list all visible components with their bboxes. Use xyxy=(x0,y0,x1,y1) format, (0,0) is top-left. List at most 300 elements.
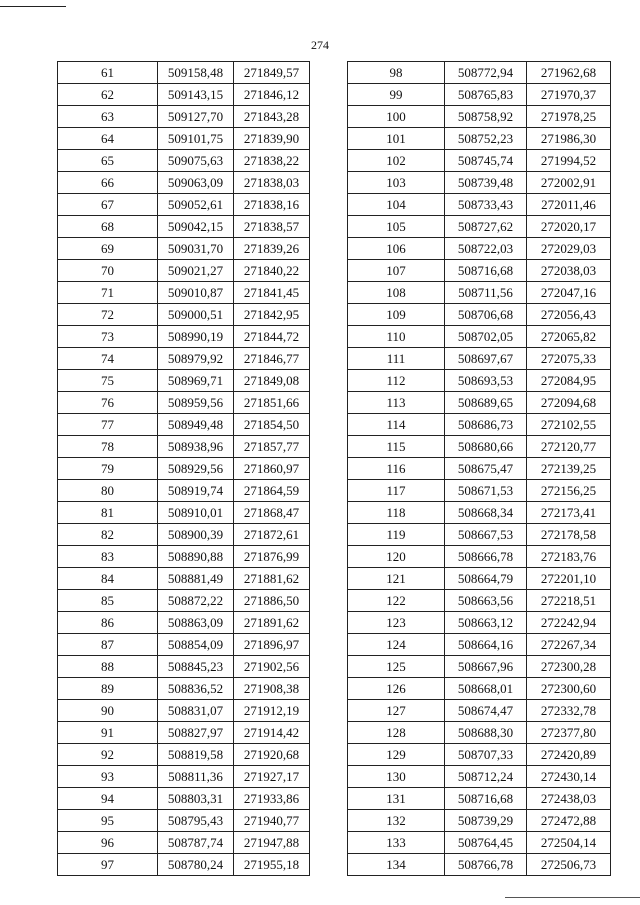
table-row xyxy=(58,590,310,612)
y-coordinate-cell: 272377,80 xyxy=(527,722,611,744)
table-row xyxy=(348,546,611,568)
table-row xyxy=(58,700,310,722)
x-coordinate-cell: 508667,96 xyxy=(445,656,527,678)
page-number: 274 xyxy=(311,38,329,52)
point-number-cell: 96 xyxy=(58,832,158,854)
x-coordinate-cell: 508979,92 xyxy=(158,348,234,370)
table-row xyxy=(348,260,611,282)
point-number-cell: 123 xyxy=(348,612,445,634)
x-coordinate-cell: 508680,66 xyxy=(445,436,527,458)
table-row xyxy=(348,282,611,304)
point-number-cell: 119 xyxy=(348,524,445,546)
table-row xyxy=(348,62,611,84)
x-coordinate-cell: 508990,19 xyxy=(158,326,234,348)
y-coordinate-cell: 271838,16 xyxy=(234,194,310,216)
point-number-cell: 110 xyxy=(348,326,445,348)
table-row xyxy=(348,370,611,392)
table-row xyxy=(348,480,611,502)
x-coordinate-cell: 508674,47 xyxy=(445,700,527,722)
x-coordinate-cell: 508872,22 xyxy=(158,590,234,612)
table-row xyxy=(348,766,611,788)
table-row xyxy=(348,810,611,832)
point-number-cell: 82 xyxy=(58,524,158,546)
y-coordinate-cell: 272075,33 xyxy=(527,348,611,370)
y-coordinate-cell: 271841,45 xyxy=(234,282,310,304)
y-coordinate-cell: 272504,14 xyxy=(527,832,611,854)
table-row xyxy=(58,238,310,260)
y-coordinate-cell: 271838,22 xyxy=(234,150,310,172)
point-number-cell: 86 xyxy=(58,612,158,634)
header-rule xyxy=(0,6,66,7)
y-coordinate-cell: 272300,60 xyxy=(527,678,611,700)
table-row xyxy=(348,216,611,238)
table-row xyxy=(348,238,611,260)
table-row xyxy=(58,832,310,854)
footer-rule xyxy=(505,897,640,898)
y-coordinate-cell: 271838,57 xyxy=(234,216,310,238)
x-coordinate-cell: 508900,39 xyxy=(158,524,234,546)
table-row xyxy=(348,84,611,106)
x-coordinate-cell: 508664,16 xyxy=(445,634,527,656)
table-row xyxy=(58,568,310,590)
y-coordinate-cell: 272267,34 xyxy=(527,634,611,656)
x-coordinate-cell: 508969,71 xyxy=(158,370,234,392)
y-coordinate-cell: 271886,50 xyxy=(234,590,310,612)
table-row xyxy=(58,502,310,524)
point-number-cell: 75 xyxy=(58,370,158,392)
y-coordinate-cell: 272011,46 xyxy=(527,194,611,216)
point-number-cell: 116 xyxy=(348,458,445,480)
x-coordinate-cell: 508666,78 xyxy=(445,546,527,568)
table-row xyxy=(58,150,310,172)
x-coordinate-cell: 509031,70 xyxy=(158,238,234,260)
table-row xyxy=(348,568,611,590)
y-coordinate-cell: 271920,68 xyxy=(234,744,310,766)
y-coordinate-cell: 271962,68 xyxy=(527,62,611,84)
x-coordinate-cell: 508733,43 xyxy=(445,194,527,216)
table-row xyxy=(348,414,611,436)
table-row xyxy=(58,744,310,766)
point-number-cell: 80 xyxy=(58,480,158,502)
y-coordinate-cell: 271857,77 xyxy=(234,436,310,458)
y-coordinate-cell: 271908,38 xyxy=(234,678,310,700)
y-coordinate-cell: 271876,99 xyxy=(234,546,310,568)
point-number-cell: 73 xyxy=(58,326,158,348)
table-row xyxy=(58,788,310,810)
y-coordinate-cell: 272472,88 xyxy=(527,810,611,832)
y-coordinate-cell: 272084,95 xyxy=(527,370,611,392)
x-coordinate-cell: 508739,48 xyxy=(445,172,527,194)
point-number-cell: 97 xyxy=(58,854,158,876)
point-number-cell: 81 xyxy=(58,502,158,524)
y-coordinate-cell: 271849,08 xyxy=(234,370,310,392)
point-number-cell: 104 xyxy=(348,194,445,216)
x-coordinate-cell: 509042,15 xyxy=(158,216,234,238)
point-number-cell: 84 xyxy=(58,568,158,590)
x-coordinate-cell: 509063,09 xyxy=(158,172,234,194)
x-coordinate-cell: 508795,43 xyxy=(158,810,234,832)
table-row xyxy=(58,282,310,304)
x-coordinate-cell: 508668,34 xyxy=(445,502,527,524)
point-number-cell: 105 xyxy=(348,216,445,238)
table-row xyxy=(58,414,310,436)
x-coordinate-cell: 508811,36 xyxy=(158,766,234,788)
y-coordinate-cell: 272332,78 xyxy=(527,700,611,722)
y-coordinate-cell: 272065,82 xyxy=(527,326,611,348)
x-coordinate-cell: 508689,65 xyxy=(445,392,527,414)
y-coordinate-cell: 271872,61 xyxy=(234,524,310,546)
x-coordinate-cell: 509021,27 xyxy=(158,260,234,282)
point-number-cell: 88 xyxy=(58,656,158,678)
point-number-cell: 126 xyxy=(348,678,445,700)
y-coordinate-cell: 271914,42 xyxy=(234,722,310,744)
point-number-cell: 132 xyxy=(348,810,445,832)
point-number-cell: 71 xyxy=(58,282,158,304)
x-coordinate-cell: 508663,12 xyxy=(445,612,527,634)
x-coordinate-cell: 508803,31 xyxy=(158,788,234,810)
point-number-cell: 87 xyxy=(58,634,158,656)
y-coordinate-cell: 271994,52 xyxy=(527,150,611,172)
table-row xyxy=(348,502,611,524)
table-row xyxy=(58,260,310,282)
point-number-cell: 67 xyxy=(58,194,158,216)
point-number-cell: 117 xyxy=(348,480,445,502)
y-coordinate-cell: 271849,57 xyxy=(234,62,310,84)
point-number-cell: 113 xyxy=(348,392,445,414)
table-row xyxy=(348,854,611,876)
y-coordinate-cell: 271839,26 xyxy=(234,238,310,260)
point-number-cell: 83 xyxy=(58,546,158,568)
point-number-cell: 92 xyxy=(58,744,158,766)
point-number-cell: 63 xyxy=(58,106,158,128)
table-row xyxy=(348,634,611,656)
x-coordinate-cell: 508929,56 xyxy=(158,458,234,480)
x-coordinate-cell: 509052,61 xyxy=(158,194,234,216)
table-row xyxy=(348,612,611,634)
table-row xyxy=(348,150,611,172)
x-coordinate-cell: 508772,94 xyxy=(445,62,527,84)
y-coordinate-cell: 272300,28 xyxy=(527,656,611,678)
x-coordinate-cell: 508780,24 xyxy=(158,854,234,876)
y-coordinate-cell: 272102,55 xyxy=(527,414,611,436)
x-coordinate-cell: 508949,48 xyxy=(158,414,234,436)
table-row xyxy=(58,304,310,326)
y-coordinate-cell: 272242,94 xyxy=(527,612,611,634)
x-coordinate-cell: 508764,45 xyxy=(445,832,527,854)
y-coordinate-cell: 271912,19 xyxy=(234,700,310,722)
point-number-cell: 127 xyxy=(348,700,445,722)
x-coordinate-cell: 509101,75 xyxy=(158,128,234,150)
x-coordinate-cell: 508671,53 xyxy=(445,480,527,502)
table-row xyxy=(348,128,611,150)
x-coordinate-cell: 508831,07 xyxy=(158,700,234,722)
point-number-cell: 85 xyxy=(58,590,158,612)
y-coordinate-cell: 272047,16 xyxy=(527,282,611,304)
y-coordinate-cell: 272183,76 xyxy=(527,546,611,568)
y-coordinate-cell: 271955,18 xyxy=(234,854,310,876)
point-number-cell: 134 xyxy=(348,854,445,876)
y-coordinate-cell: 271839,90 xyxy=(234,128,310,150)
x-coordinate-cell: 508819,58 xyxy=(158,744,234,766)
table-row xyxy=(58,634,310,656)
table-row xyxy=(348,788,611,810)
point-number-cell: 108 xyxy=(348,282,445,304)
point-number-cell: 125 xyxy=(348,656,445,678)
x-coordinate-cell: 508758,92 xyxy=(445,106,527,128)
point-number-cell: 89 xyxy=(58,678,158,700)
x-coordinate-cell: 508787,74 xyxy=(158,832,234,854)
y-coordinate-cell: 272094,68 xyxy=(527,392,611,414)
y-coordinate-cell: 271840,22 xyxy=(234,260,310,282)
y-coordinate-cell: 271940,77 xyxy=(234,810,310,832)
y-coordinate-cell: 272218,51 xyxy=(527,590,611,612)
table-row xyxy=(58,84,310,106)
coordinates-table-right xyxy=(347,61,611,876)
y-coordinate-cell: 272438,03 xyxy=(527,788,611,810)
y-coordinate-cell: 272430,14 xyxy=(527,766,611,788)
x-coordinate-cell: 508959,56 xyxy=(158,392,234,414)
point-number-cell: 72 xyxy=(58,304,158,326)
point-number-cell: 65 xyxy=(58,150,158,172)
table-row xyxy=(58,546,310,568)
table-row xyxy=(58,854,310,876)
x-coordinate-cell: 508664,79 xyxy=(445,568,527,590)
x-coordinate-cell: 508675,47 xyxy=(445,458,527,480)
point-number-cell: 115 xyxy=(348,436,445,458)
point-number-cell: 94 xyxy=(58,788,158,810)
point-number-cell: 121 xyxy=(348,568,445,590)
table-row xyxy=(58,722,310,744)
y-coordinate-cell: 272139,25 xyxy=(527,458,611,480)
point-number-cell: 69 xyxy=(58,238,158,260)
x-coordinate-cell: 508881,49 xyxy=(158,568,234,590)
point-number-cell: 91 xyxy=(58,722,158,744)
point-number-cell: 130 xyxy=(348,766,445,788)
y-coordinate-cell: 271838,03 xyxy=(234,172,310,194)
y-coordinate-cell: 271860,97 xyxy=(234,458,310,480)
y-coordinate-cell: 271854,50 xyxy=(234,414,310,436)
x-coordinate-cell: 508745,74 xyxy=(445,150,527,172)
point-number-cell: 107 xyxy=(348,260,445,282)
point-number-cell: 61 xyxy=(58,62,158,84)
table-row xyxy=(58,392,310,414)
x-coordinate-cell: 508707,33 xyxy=(445,744,527,766)
table-row xyxy=(348,172,611,194)
x-coordinate-cell: 508702,05 xyxy=(445,326,527,348)
point-number-cell: 66 xyxy=(58,172,158,194)
coordinates-table-left xyxy=(57,61,310,876)
y-coordinate-cell: 272029,03 xyxy=(527,238,611,260)
point-number-cell: 99 xyxy=(348,84,445,106)
x-coordinate-cell: 509000,51 xyxy=(158,304,234,326)
y-coordinate-cell: 271868,47 xyxy=(234,502,310,524)
y-coordinate-cell: 272038,03 xyxy=(527,260,611,282)
x-coordinate-cell: 508919,74 xyxy=(158,480,234,502)
x-coordinate-cell: 508706,68 xyxy=(445,304,527,326)
y-coordinate-cell: 271846,12 xyxy=(234,84,310,106)
point-number-cell: 109 xyxy=(348,304,445,326)
x-coordinate-cell: 509010,87 xyxy=(158,282,234,304)
y-coordinate-cell: 271891,62 xyxy=(234,612,310,634)
x-coordinate-cell: 508711,56 xyxy=(445,282,527,304)
table-row xyxy=(348,326,611,348)
x-coordinate-cell: 508854,09 xyxy=(158,634,234,656)
point-number-cell: 90 xyxy=(58,700,158,722)
table-row xyxy=(58,766,310,788)
table-row xyxy=(348,678,611,700)
table-row xyxy=(348,304,611,326)
point-number-cell: 76 xyxy=(58,392,158,414)
y-coordinate-cell: 271844,72 xyxy=(234,326,310,348)
x-coordinate-cell: 508688,30 xyxy=(445,722,527,744)
table-row xyxy=(348,458,611,480)
point-number-cell: 133 xyxy=(348,832,445,854)
y-coordinate-cell: 272173,41 xyxy=(527,502,611,524)
y-coordinate-cell: 272178,58 xyxy=(527,524,611,546)
point-number-cell: 98 xyxy=(348,62,445,84)
table-row xyxy=(58,656,310,678)
x-coordinate-cell: 508727,62 xyxy=(445,216,527,238)
y-coordinate-cell: 271933,86 xyxy=(234,788,310,810)
table-row xyxy=(348,348,611,370)
point-number-cell: 64 xyxy=(58,128,158,150)
table-row xyxy=(58,458,310,480)
point-number-cell: 74 xyxy=(58,348,158,370)
point-number-cell: 95 xyxy=(58,810,158,832)
table-row xyxy=(58,216,310,238)
table-row xyxy=(348,392,611,414)
point-number-cell: 118 xyxy=(348,502,445,524)
table-row xyxy=(58,106,310,128)
y-coordinate-cell: 271986,30 xyxy=(527,128,611,150)
x-coordinate-cell: 509158,48 xyxy=(158,62,234,84)
table-row xyxy=(58,612,310,634)
table-row xyxy=(348,590,611,612)
point-number-cell: 129 xyxy=(348,744,445,766)
x-coordinate-cell: 508766,78 xyxy=(445,854,527,876)
y-coordinate-cell: 272120,77 xyxy=(527,436,611,458)
point-number-cell: 111 xyxy=(348,348,445,370)
x-coordinate-cell: 509143,15 xyxy=(158,84,234,106)
x-coordinate-cell: 508910,01 xyxy=(158,502,234,524)
x-coordinate-cell: 508668,01 xyxy=(445,678,527,700)
table-row xyxy=(58,326,310,348)
x-coordinate-cell: 508716,68 xyxy=(445,788,527,810)
x-coordinate-cell: 508697,67 xyxy=(445,348,527,370)
x-coordinate-cell: 508765,83 xyxy=(445,84,527,106)
y-coordinate-cell: 272156,25 xyxy=(527,480,611,502)
point-number-cell: 103 xyxy=(348,172,445,194)
x-coordinate-cell: 508716,68 xyxy=(445,260,527,282)
point-number-cell: 78 xyxy=(58,436,158,458)
y-coordinate-cell: 271851,66 xyxy=(234,392,310,414)
point-number-cell: 114 xyxy=(348,414,445,436)
y-coordinate-cell: 271843,28 xyxy=(234,106,310,128)
table-row xyxy=(348,656,611,678)
y-coordinate-cell: 272020,17 xyxy=(527,216,611,238)
point-number-cell: 124 xyxy=(348,634,445,656)
y-coordinate-cell: 272420,89 xyxy=(527,744,611,766)
table-row xyxy=(348,194,611,216)
y-coordinate-cell: 271970,37 xyxy=(527,84,611,106)
table-row xyxy=(348,524,611,546)
y-coordinate-cell: 271864,59 xyxy=(234,480,310,502)
table-row xyxy=(58,436,310,458)
table-row xyxy=(58,524,310,546)
x-coordinate-cell: 509075,63 xyxy=(158,150,234,172)
table-row xyxy=(58,194,310,216)
y-coordinate-cell: 271842,95 xyxy=(234,304,310,326)
table-row xyxy=(58,810,310,832)
x-coordinate-cell: 508686,73 xyxy=(445,414,527,436)
y-coordinate-cell: 271881,62 xyxy=(234,568,310,590)
point-number-cell: 122 xyxy=(348,590,445,612)
table-row xyxy=(348,722,611,744)
table-row xyxy=(58,172,310,194)
x-coordinate-cell: 508663,56 xyxy=(445,590,527,612)
point-number-cell: 79 xyxy=(58,458,158,480)
x-coordinate-cell: 508863,09 xyxy=(158,612,234,634)
y-coordinate-cell: 271978,25 xyxy=(527,106,611,128)
x-coordinate-cell: 508836,52 xyxy=(158,678,234,700)
x-coordinate-cell: 508845,23 xyxy=(158,656,234,678)
x-coordinate-cell: 508938,96 xyxy=(158,436,234,458)
x-coordinate-cell: 508890,88 xyxy=(158,546,234,568)
x-coordinate-cell: 508722,03 xyxy=(445,238,527,260)
y-coordinate-cell: 272201,10 xyxy=(527,568,611,590)
table-body xyxy=(58,62,310,876)
point-number-cell: 77 xyxy=(58,414,158,436)
point-number-cell: 101 xyxy=(348,128,445,150)
table-row xyxy=(58,128,310,150)
table-row xyxy=(348,106,611,128)
table-row xyxy=(348,832,611,854)
table-row xyxy=(58,678,310,700)
table-row xyxy=(348,436,611,458)
y-coordinate-cell: 271927,17 xyxy=(234,766,310,788)
point-number-cell: 120 xyxy=(348,546,445,568)
y-coordinate-cell: 271947,88 xyxy=(234,832,310,854)
point-number-cell: 62 xyxy=(58,84,158,106)
y-coordinate-cell: 271902,56 xyxy=(234,656,310,678)
point-number-cell: 128 xyxy=(348,722,445,744)
y-coordinate-cell: 272056,43 xyxy=(527,304,611,326)
x-coordinate-cell: 508739,29 xyxy=(445,810,527,832)
point-number-cell: 93 xyxy=(58,766,158,788)
point-number-cell: 102 xyxy=(348,150,445,172)
table-row xyxy=(348,700,611,722)
table-row xyxy=(58,370,310,392)
point-number-cell: 70 xyxy=(58,260,158,282)
y-coordinate-cell: 272506,73 xyxy=(527,854,611,876)
point-number-cell: 68 xyxy=(58,216,158,238)
table-row xyxy=(58,348,310,370)
y-coordinate-cell: 271846,77 xyxy=(234,348,310,370)
point-number-cell: 106 xyxy=(348,238,445,260)
x-coordinate-cell: 508827,97 xyxy=(158,722,234,744)
point-number-cell: 112 xyxy=(348,370,445,392)
point-number-cell: 100 xyxy=(348,106,445,128)
table-row xyxy=(348,744,611,766)
table-body xyxy=(348,62,611,876)
x-coordinate-cell: 509127,70 xyxy=(158,106,234,128)
x-coordinate-cell: 508693,53 xyxy=(445,370,527,392)
point-number-cell: 131 xyxy=(348,788,445,810)
x-coordinate-cell: 508667,53 xyxy=(445,524,527,546)
y-coordinate-cell: 272002,91 xyxy=(527,172,611,194)
table-row xyxy=(58,62,310,84)
x-coordinate-cell: 508752,23 xyxy=(445,128,527,150)
